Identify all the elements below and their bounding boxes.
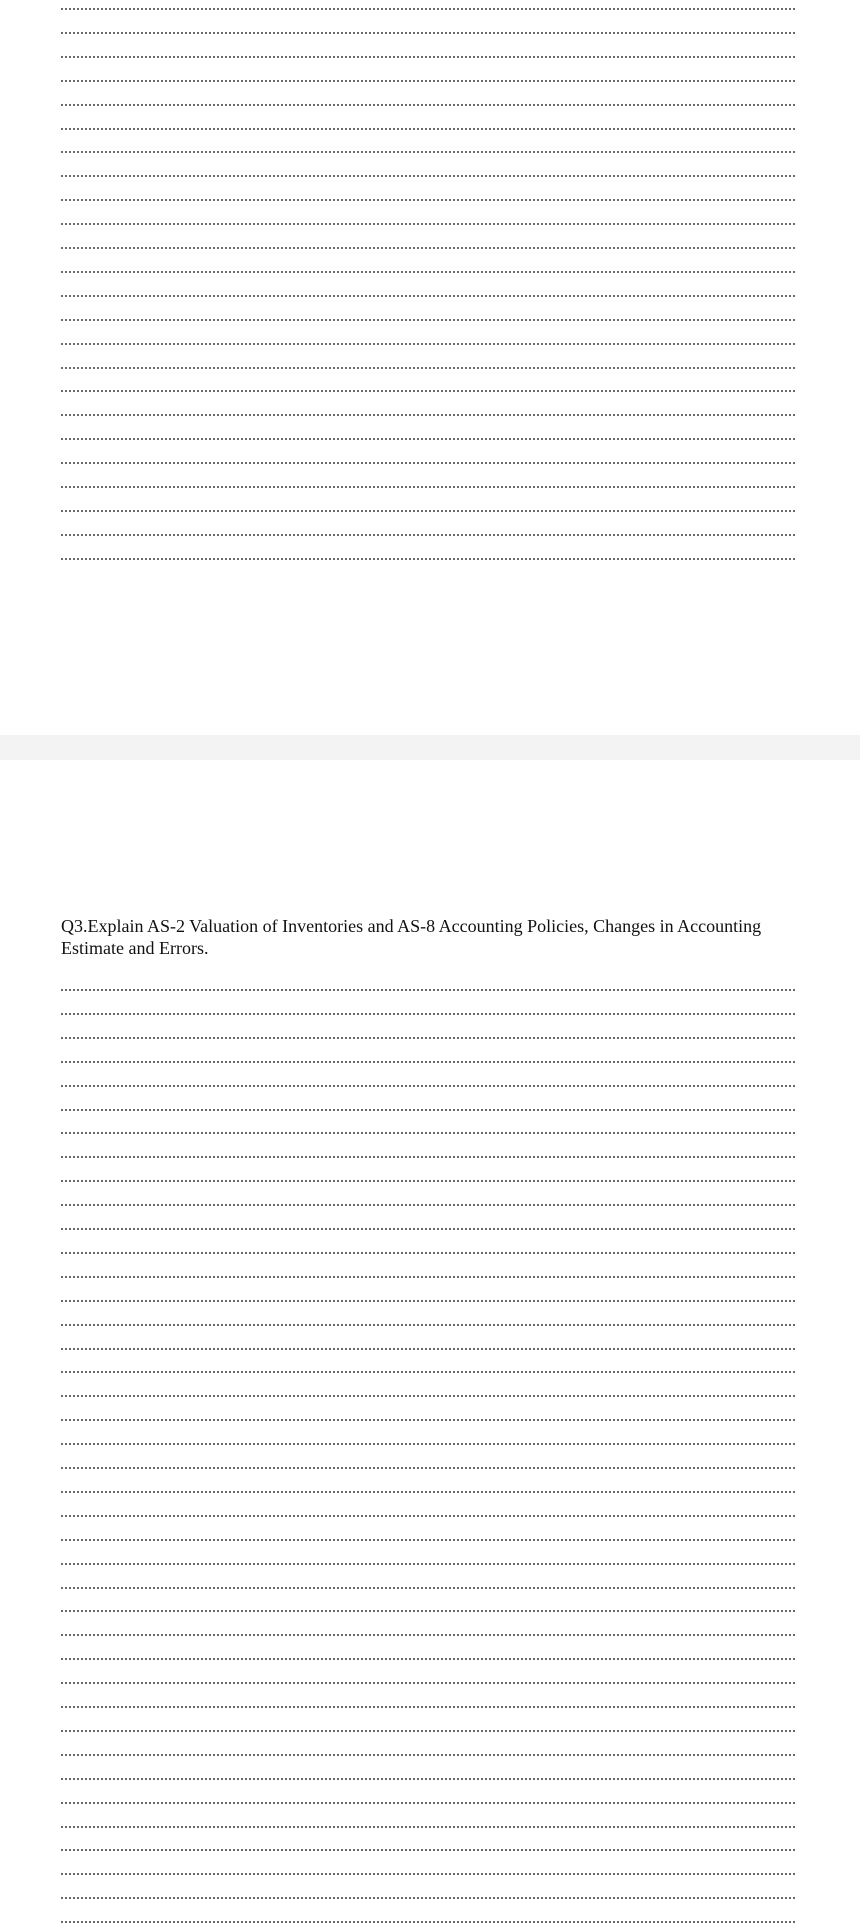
answer-line [61, 1204, 795, 1206]
answer-line [61, 1443, 795, 1445]
question-q3: Q3.Explain AS-2 Valuation of Inventories and AS-8 Accounting Policies, Changes in Accounting Estimate and Errors. [61, 916, 762, 958]
answer-line [61, 343, 795, 345]
answer-line [61, 223, 795, 225]
answer-line [61, 1228, 795, 1230]
answer-line [61, 1491, 795, 1493]
answer-line [61, 271, 795, 273]
answer-line [61, 1730, 795, 1732]
answer-line [61, 80, 795, 82]
answer-line [61, 56, 795, 58]
answer-line [61, 128, 795, 130]
page-bottom [0, 760, 860, 1909]
answer-line [61, 1849, 795, 1851]
answer-line [61, 414, 795, 416]
answer-line [61, 1300, 795, 1302]
answer-line [61, 390, 795, 392]
answer-line [61, 510, 795, 512]
page-top [0, 0, 860, 735]
answer-line [61, 1778, 795, 1780]
answer-line [61, 151, 795, 153]
answer-line [61, 1873, 795, 1875]
answer-line [61, 1252, 795, 1254]
answer-line [61, 1610, 795, 1612]
answer-line [61, 1682, 795, 1684]
answer-line [61, 1539, 795, 1541]
answer-line [61, 462, 795, 464]
answer-line [61, 1467, 795, 1469]
answer-line [61, 1897, 795, 1899]
answer-line [61, 1109, 795, 1111]
answer-line [61, 558, 795, 560]
answer-line [61, 1132, 795, 1134]
answer-line [61, 1061, 795, 1063]
answer-line [61, 486, 795, 488]
answer-line [61, 1563, 795, 1565]
answer-line [61, 175, 795, 177]
answer-line [61, 1037, 795, 1039]
answer-line [61, 1587, 795, 1589]
answer-line [61, 295, 795, 297]
answer-line [61, 199, 795, 201]
answer-line [61, 1802, 795, 1804]
answer-line [61, 1515, 795, 1517]
answer-line [61, 1276, 795, 1278]
answer-line [61, 319, 795, 321]
answer-line [61, 1634, 795, 1636]
answer-line [61, 1658, 795, 1660]
answer-line [61, 32, 795, 34]
answer-line [61, 1371, 795, 1373]
answer-line [61, 1085, 795, 1087]
answer-line [61, 989, 795, 991]
answer-line [61, 1754, 795, 1756]
answer-line [61, 1419, 795, 1421]
answer-line [61, 438, 795, 440]
answer-line [61, 367, 795, 369]
page-separator [0, 735, 860, 760]
answer-line [61, 8, 795, 10]
answer-line [61, 1180, 795, 1182]
answer-line [61, 1156, 795, 1158]
answer-line [61, 247, 795, 249]
answer-line [61, 534, 795, 536]
answer-line [61, 104, 795, 106]
answer-line [61, 1324, 795, 1326]
answer-line [61, 1706, 795, 1708]
answer-line [61, 1348, 795, 1350]
answer-line [61, 1013, 795, 1015]
answer-line [61, 1395, 795, 1397]
answer-line [61, 1826, 795, 1828]
